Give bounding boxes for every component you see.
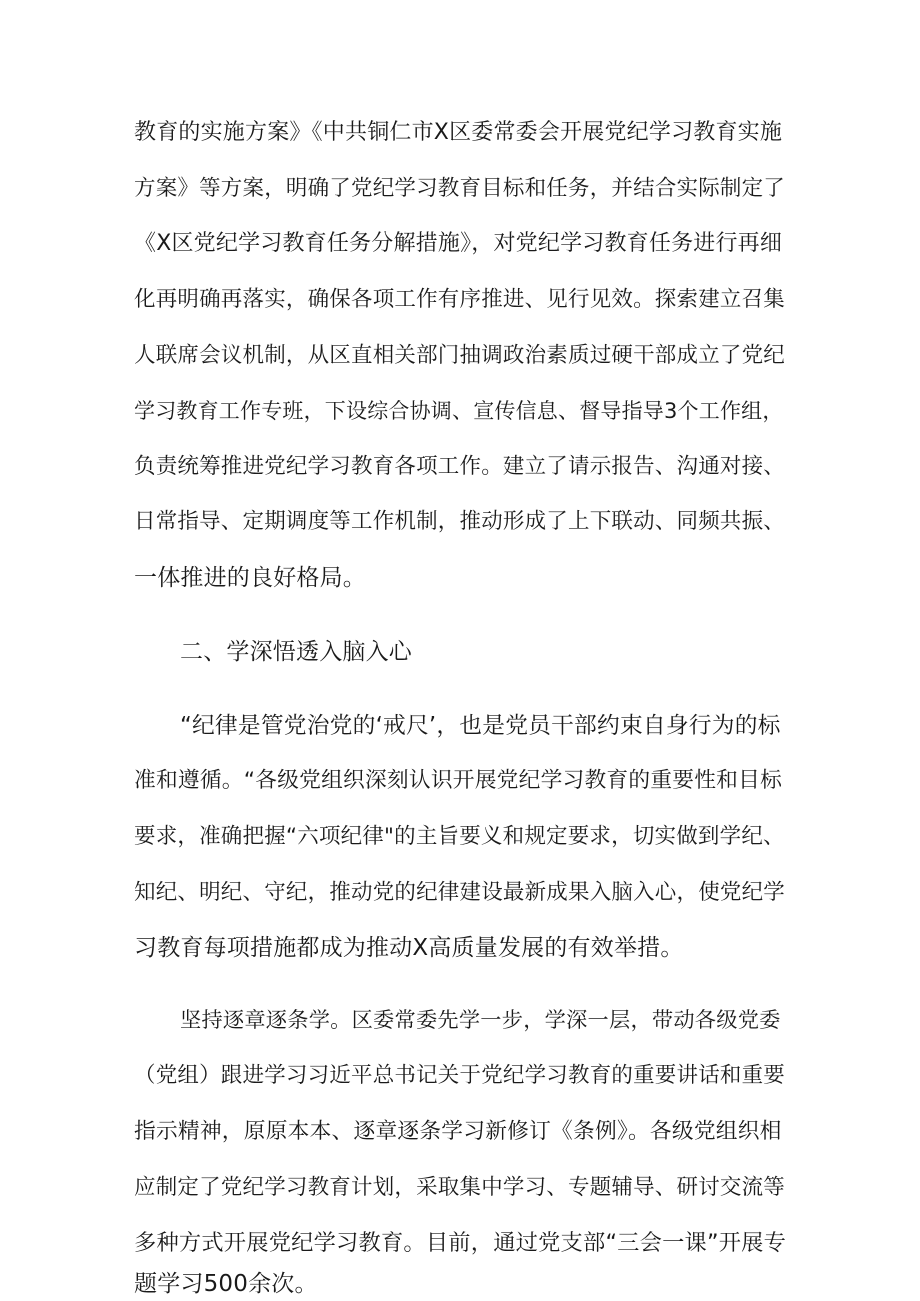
text-line: 《X区党纪学习教育任务分解措施》，对党纪学习教育任务进行再细	[134, 231, 783, 256]
text-line: 方案》等方案，明确了党纪学习教育目标和任务，并结合实际制定了	[134, 176, 786, 201]
section-heading: 二、学深悟透入脑入心	[180, 639, 412, 665]
text-line: 一体推进的良好格局。	[134, 565, 366, 591]
text-line: 日常指导、定期调度等工作机制，推动形成了上下联动、同频共振、	[134, 509, 786, 534]
text-line: 准和遵循。“各级党组织深刻认识开展党纪学习教育的重要性和目标	[134, 768, 783, 793]
text-line: 习教育每项措施都成为推动X高质量发展的有效举措。	[134, 935, 684, 961]
text-line: （党组）跟进学习习近平总书记关于党纪学习教育的重要讲话和重要	[134, 1063, 786, 1088]
text-line: 坚持逐章逐条学。区委常委先学一步，学深一层，带动各级党委	[180, 1008, 781, 1033]
text-line: 学习教育工作专班，下设综合协调、宣传信息、督导指导3个工作组，	[134, 399, 784, 423]
text-line: 知纪、明纪、守纪，推动党的纪律建设最新成果入脑入心，使党纪学	[134, 880, 786, 905]
text-line: 化再明确再落实，确保各项工作有序推进、见行见效。探索建立召集	[134, 287, 786, 312]
text-line: 教育的实施方案》《中共铜仁市X区委常委会开展党纪学习教育实施	[134, 120, 783, 145]
text-line: 应制定了党纪学习教育计划，采取集中学习、专题辅导、研讨交流等	[134, 1175, 786, 1200]
text-line: 要求，准确把握“六项纪律"的主旨要义和规定要求，切实做到学纪、	[134, 824, 785, 849]
text-line: 负责统筹推进党纪学习教育各项工作。建立了请示报告、沟通对接、	[134, 454, 786, 479]
text-line: 人联席会议机制，从区直相关部门抽调政治素质过硬干部成立了党纪	[134, 343, 786, 368]
text-line: 题学习500余次。	[134, 1271, 318, 1297]
text-line: 指示精神，原原本本、逐章逐条学习新修订《条例》。各级党组织相	[134, 1119, 782, 1144]
text-line: “纪律是管党治党的‘戒尺’，也是党员干部约束自身行为的标	[180, 713, 781, 739]
text-line: 多种方式开展党纪学习教育。目前，通过党支部“三会一课”开展专	[134, 1230, 787, 1256]
